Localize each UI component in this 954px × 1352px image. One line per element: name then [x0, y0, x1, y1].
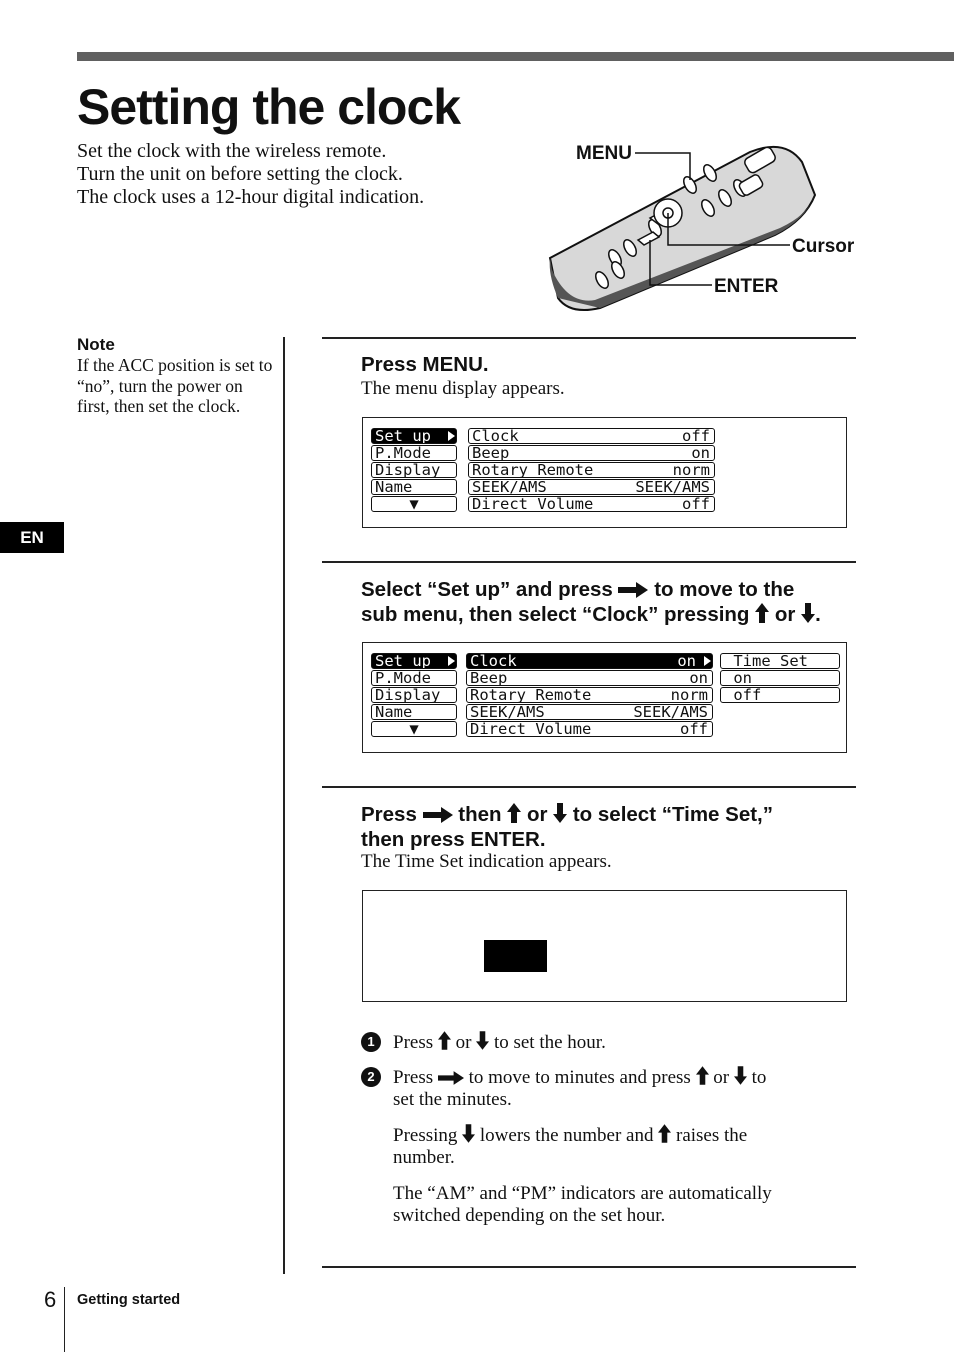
lcd-setting-row: Beep on — [468, 445, 715, 461]
step1-subtitle: The menu display appears. — [361, 378, 565, 399]
arrow-down-icon — [476, 1031, 489, 1050]
step-rule — [322, 561, 856, 563]
arrow-up-icon — [507, 803, 521, 823]
arrow-up-icon — [438, 1031, 451, 1050]
lcd-setting-row: Clock off — [468, 428, 715, 444]
arrow-right-icon — [423, 807, 453, 823]
step-rule — [322, 786, 856, 788]
submenu-display-panel — [362, 642, 847, 753]
lcd-setting-row: Rotary Remote norm — [466, 687, 713, 703]
arrow-down-icon — [801, 603, 815, 623]
lcd-setting-row: Rotary Remote norm — [468, 462, 715, 478]
arrow-down-icon — [734, 1066, 747, 1085]
language-tab: EN — [0, 522, 64, 553]
lcd-menu-item: Display — [371, 687, 457, 703]
enter-callout: ENTER — [714, 276, 779, 297]
note-title: Note — [77, 335, 115, 354]
page-number: 6 — [44, 1287, 57, 1312]
lcd-menu-item: ▼ — [371, 721, 457, 737]
lcd-setting-row: SEEK/AMS SEEK/AMS — [466, 704, 713, 720]
step-number-badge: 2 — [361, 1067, 381, 1087]
step-rule — [322, 337, 856, 339]
step1-title: Press MENU. — [361, 353, 489, 376]
lcd-setting-row: SEEK/AMS SEEK/AMS — [468, 479, 715, 495]
step-rule — [322, 1266, 856, 1268]
note-text: If the ACC position is set to “no”, turn the power on first, then set the clock. — [77, 355, 273, 416]
page-title: Setting the clock — [77, 79, 461, 135]
lcd-menu-item: Name — [371, 704, 457, 720]
menu-callout: MENU — [576, 143, 632, 164]
intro-text — [77, 140, 424, 209]
substep-1-text: Press or to set the hour. — [393, 1032, 606, 1053]
lcd-menu-item: ▼ — [371, 496, 457, 512]
lcd-menu-item: P.Mode — [371, 670, 457, 686]
intro-line: Turn the unit on before setting the clock. — [77, 163, 403, 185]
lcd-menu-item: P.Mode — [371, 445, 457, 461]
arrow-down-icon — [553, 803, 567, 823]
step3-title: Press then or to select “Time Set,” then press ENTER. — [361, 803, 773, 851]
time-set-display-panel — [362, 890, 847, 1002]
lcd-sub-option: on — [720, 670, 840, 686]
lcd-setting-row: Beep on — [466, 670, 713, 686]
lcd-menu-item: Name — [371, 479, 457, 495]
arrow-down-icon — [462, 1124, 475, 1143]
arrow-up-icon — [658, 1124, 671, 1143]
substep-2-text: Press to move to minutes and press or to set the minutes. — [393, 1067, 767, 1110]
step3-subtitle: The Time Set indication appears. — [361, 851, 612, 872]
arrow-right-icon — [438, 1071, 464, 1085]
footer-divider — [64, 1287, 65, 1352]
lcd-sub-option: Time Set — [720, 653, 840, 669]
cursor-callout: Cursor — [792, 236, 855, 257]
substep-2-ampm-note: The “AM” and “PM” indicators are automatically switched depending on the set hour. — [393, 1183, 772, 1226]
lcd-setting-row: Direct Volume off — [466, 721, 713, 737]
section-name: Getting started — [77, 1292, 181, 1308]
substep-2-detail: Pressing lowers the number and raises the number. — [393, 1125, 748, 1168]
lcd-sub-option: off — [720, 687, 840, 703]
column-divider — [283, 337, 285, 1274]
lcd-menu-item: Display — [371, 462, 457, 478]
menu-display-panel — [362, 417, 847, 528]
arrow-up-icon — [755, 603, 769, 623]
intro-line: The clock uses a 12-hour digital indication. — [77, 186, 425, 208]
lcd-setting-row: Direct Volume off — [468, 496, 715, 512]
remote-control-illustration — [540, 140, 870, 315]
arrow-up-icon — [696, 1066, 709, 1085]
lcd-menu-item: Set up — [371, 428, 457, 444]
step2-title: Select “Set up” and press to move to the sub menu, then select “Clock” pressing or . — [361, 578, 821, 626]
time-set-highlight — [484, 940, 547, 972]
step-number-badge: 1 — [361, 1032, 381, 1052]
header-rule — [77, 52, 954, 61]
lcd-menu-item: Set up — [371, 653, 457, 669]
intro-line: Set the clock with the wireless remote. — [77, 140, 387, 162]
lcd-setting-row: Clock on — [466, 653, 713, 669]
arrow-right-icon — [618, 582, 648, 598]
